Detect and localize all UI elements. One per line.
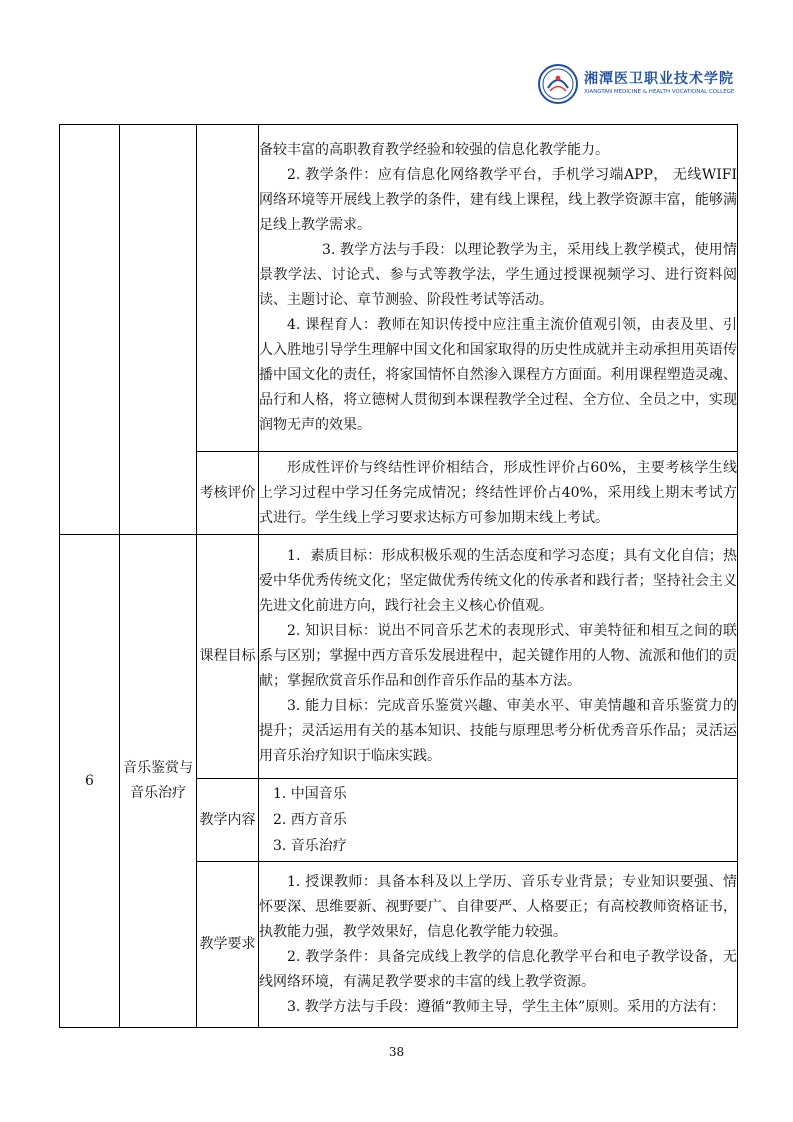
requirement-paragraph: 备较丰富的高职教育教学经验和较强的信息化教学能力。 xyxy=(259,142,609,158)
table-row xyxy=(60,535,738,779)
course-name-cell xyxy=(120,125,197,535)
assessment-text: 形成性评价与终结性评价相结合，形成性评价占60%，主要考核学生线上学习过程中学习任务完成情况；终结性评价占40%，采用线上期末考试方式进行。学生线上学习要求达标方可参加期末线上考试。 xyxy=(259,459,737,526)
goals-label: 课程目标 xyxy=(197,535,259,779)
requirements-label: 教学要求 xyxy=(197,862,259,1028)
requirements-cell xyxy=(259,862,738,1028)
assessment-label: 考核评价 xyxy=(197,452,259,535)
requirement-paragraph: 2. 教学条件：具备完成线上教学的信息化教学平台和电子教学设备，无线网络环境，有满足教学要求的丰富的线上教学资源。 xyxy=(259,948,737,990)
school-name-cn: 湘潭医卫职业技术学院 xyxy=(584,71,734,87)
list-item: 1. 中国音乐 xyxy=(273,786,347,802)
goal-paragraph: 2. 知识目标：说出不同音乐艺术的表现形式、审美特征和相互之间的联系与区别；掌握中西方音乐发展进程中，起关键作用的人物、流派和他们的贡献；掌握欣赏音乐作品和创作音乐作品的基本方法。 xyxy=(259,623,737,689)
goal-paragraph: 1．素质目标：形成积极乐观的生活态度和学习态度；具有文化自信；热爱中华优秀传统文化；坚定做优秀传统文化的传承者和践行者；坚持社会主义先进文化前进方向，践行社会主义核心价值观。 xyxy=(259,548,737,614)
table-row xyxy=(60,125,738,452)
goals-cell xyxy=(259,535,738,779)
teaching-requirements-cell xyxy=(259,125,738,452)
requirement-paragraph: 1. 授课教师：具备本科及以上学历、音乐专业背景；专业知识要强、情怀要深、思维要新、视野要广、自律要严、人格要正；有高校教师资格证书，执教能力强，教学效果好，信息化教学能力较强。 xyxy=(259,873,737,940)
list-item: 2. 西方音乐 xyxy=(273,812,347,828)
content-label: 教学内容 xyxy=(197,779,259,862)
requirement-paragraph: 3. 教学方法与手段：以理论教学为主，采用线上教学模式，使用情景教学法、讨论式、参与式等教学法，学生通过授课视频学习、进行资料阅读、主题讨论、章节测验、阶段性考试等活动。 xyxy=(259,242,737,308)
list-item: 3. 音乐治疗 xyxy=(273,838,347,854)
page-number: 38 xyxy=(388,1045,405,1059)
label-cell xyxy=(197,125,259,452)
school-name-en: XIANGTAN MEDICINE & HEALTH VOCATIONAL COLLEGE xyxy=(584,89,735,95)
content-cell xyxy=(259,779,738,862)
requirement-paragraph: 4. 课程育人：教师在知识传授中应注重主流价值观引领，由表及里、引人入胜地引导学生理解中国文化和国家取得的历史性成就并主动承担用英语传播中国文化的责任，将家国情怀自然渗入课程方方面面。利用课程塑造灵魂、品行和人格，将立德树人贯彻到本课程教学全过程、全方位、全员之中，实现润物无声的效果。 xyxy=(259,317,737,433)
curriculum-table xyxy=(59,124,738,1028)
school-seal-icon xyxy=(538,64,578,104)
assessment-cell xyxy=(259,452,738,535)
goal-paragraph: 3. 能力目标：完成音乐鉴赏兴趣、审美水平、审美情趣和音乐鉴赏力的提升；灵活运用有关的基本知识、技能与原理思考分析优秀音乐作品；灵活运用音乐治疗知识于临床实践。 xyxy=(259,698,737,764)
course-number: 6 xyxy=(60,535,120,1028)
school-logo xyxy=(538,62,735,108)
number-cell xyxy=(60,125,120,535)
requirement-paragraph: 2. 教学条件：应有信息化网络教学平台，手机学习端APP， 无线WIFI网络环境等开展线上教学的条件，建有线上课程，线上教学资源丰富，能够满足线上教学需求。 xyxy=(259,167,737,233)
requirement-paragraph: 3. 教学方法与手段：遵循“教师主导，学生主体”原则。采用的方法有： xyxy=(287,998,726,1015)
course-name: 音乐鉴赏与音乐治疗 xyxy=(120,535,197,1028)
